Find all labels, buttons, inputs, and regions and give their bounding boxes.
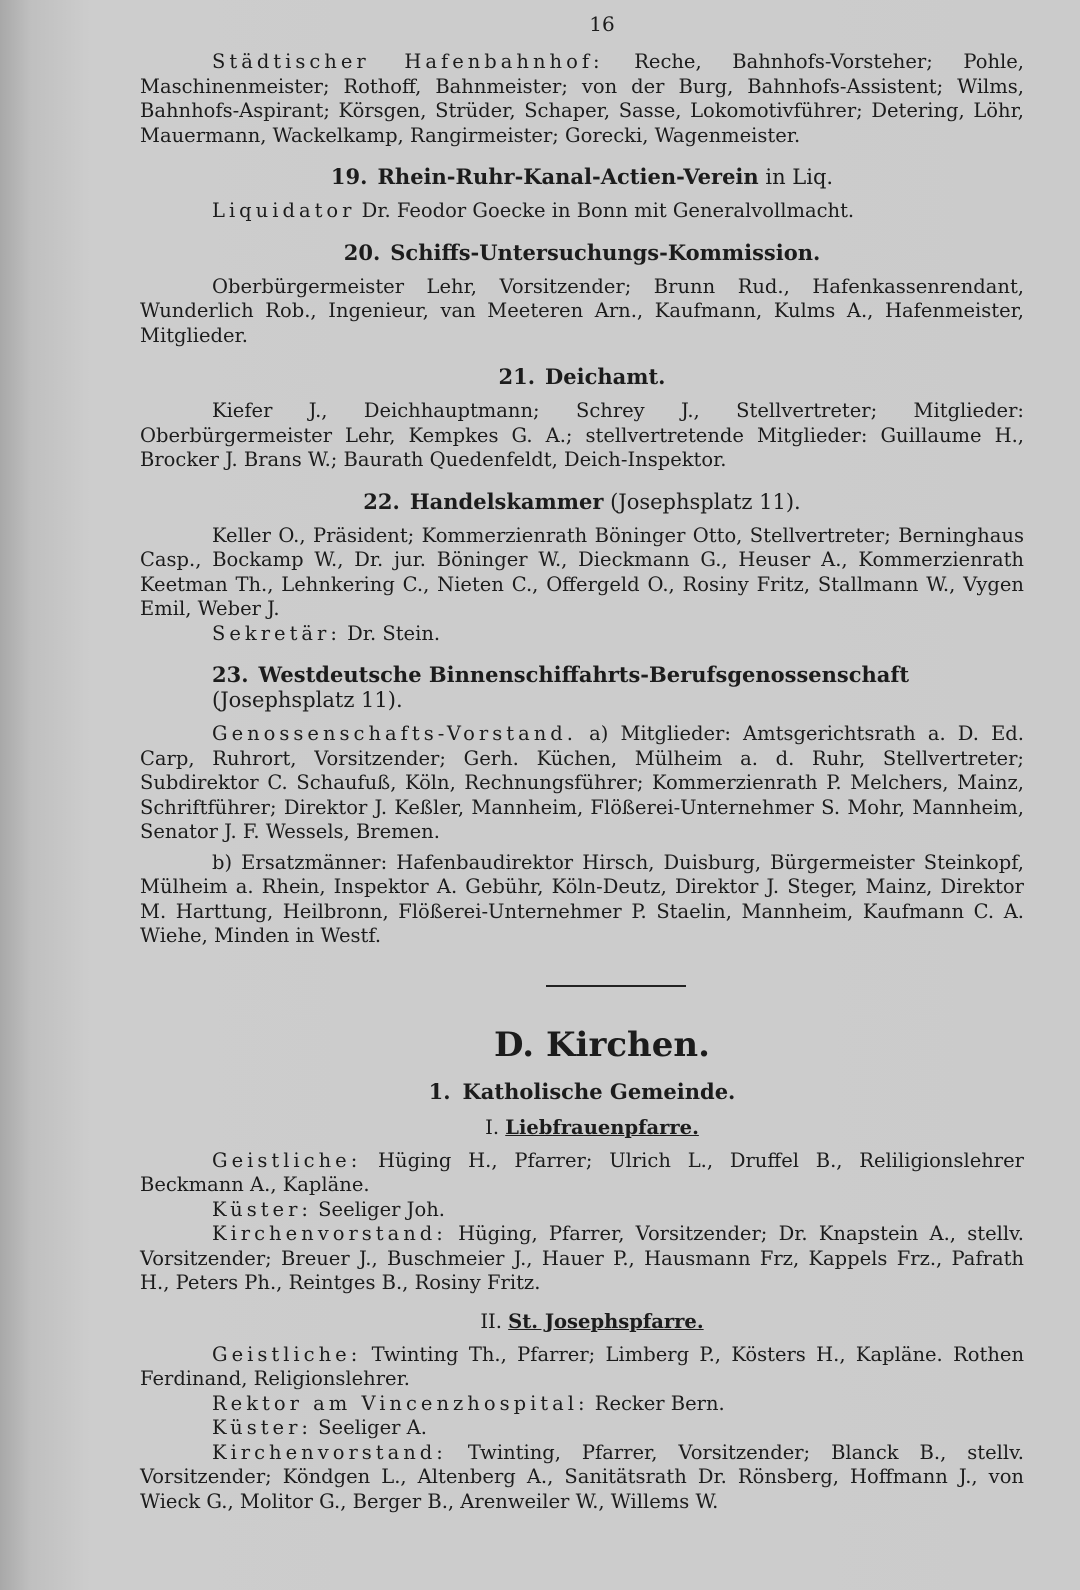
section-22-heading [140,489,1024,514]
parish-1-sexton-text: Seeliger Joh. [311,1197,445,1221]
catholic-community-heading [140,1079,1024,1104]
parish-1-sexton-label: Küster: [212,1197,312,1221]
liquidator-text: Dr. Feodor Goecke in Bonn mit Generalvollmacht. [355,199,855,222]
secretary-label: Sekretär: [212,621,341,645]
section-21-title: Deichamt. [545,364,666,389]
hafenbahnhof-label: Städtischer Hafenbahnhof: [212,50,604,73]
section-23-heading [140,662,1024,712]
parish-1-clergy-label: Geistliche: [212,1148,362,1172]
secretary-text: Dr. Stein. [340,621,441,645]
section-22-title: Handelskammer [409,488,604,514]
members-text: a) Mitglieder: Amtsgerichtsrath a. D. Ed. Carp, Ruhrort, Vorsitzender; Gerh. Küchen, Mülheim a. d. Ruhr, Stellvertreter; Subdirektor C. Schaufuß, Köln, Rechnungsführer; Kommerzienrath P. Melchers, Mainz, Schriftführer; Direktor J. Keßler, Mannheim, Flößerei-Unternehmer S. Mohr, Mannheim, Senator J. F. Wessels, Bremen. [140,722,1024,843]
parish-1-board [140,1222,1024,1296]
section-19-title: Rhein-Ruhr-Kanal-Actien-Verein [377,164,759,189]
parish-2-board [140,1441,1024,1515]
parish-2-clergy-label: Geistliche: [212,1342,362,1366]
section-19-number: 19. [330,164,368,189]
section-21-number: 21. [498,364,536,389]
section-20-number: 20. [343,239,381,265]
section-23-title: Westdeutsche Binnenschiffahrts-Berufsgenossenschaft [258,662,910,687]
section-22-suffix: (Josephsplatz 11). [603,489,801,514]
parish-1-sexton [140,1198,1024,1223]
section-20-heading [140,240,1024,265]
parish-1-clergy-text: Hüging H., Pfarrer; Ulrich L., Druffel B., Reliligionslehrer Beckmann A., Kapläne. [140,1148,1024,1196]
vorstand-label: Genossenschafts-Vorstand. [212,722,577,745]
liquidator-label: Liquidator [212,199,356,222]
parish-2-rector-text: Recker Bern. [588,1391,725,1415]
parish-1-board-label: Kirchenvorstand: [212,1222,447,1245]
secretary-line [140,622,1024,647]
hafenbahnhof-text: Reche, Bahnhofs-Vorsteher; Pohle, Maschinenmeister; Rothoff, Bahnmeister; von der Burg, Bahnhofs-Assistent; Wilms, Bahnhofs-Aspirant; Körsgen, Strüder, Schaper, Sasse, Lokomotivführer; Detering, Löhr, Mauermann, Wackelkamp, Rangirmeister; Gorecki, Wagenmeister. [140,50,1024,147]
section-19-text [140,199,1024,224]
parish-2-board-label: Kirchenvorstand: [212,1440,447,1464]
section-23-substitutes: b) Ersatzmänner: Hafenbaudirektor Hirsch, Duisburg, Bürgermeister Steinkopf, Mülheim a. Rhein, Inspektor A. Gebühr, Köln-Deutz, Direktor J. Steger, Mainz, Direktor M. Harttung, Heilbronn, Flößerei-Unternehmer P. Staelin, Mannheim, Kaufmann C. A. Wiehe, Minden in Westf. [140,850,1024,947]
section-21-heading [140,364,1024,389]
parish-1-name: Liebfrauenpfarre. [505,1115,699,1139]
section-23-members [140,722,1024,845]
section-22-number: 22. [363,488,400,514]
section-20-text: Oberbürgermeister Lehr, Vorsitzender; Brunn Rud., Hafenkassenrendant, Wunderlich Rob., Ingenieur, van Meeteren Arn., Kaufmann, Kulms A., Hafenmeister, Mitglieder. [140,274,1024,347]
parish-2-heading [140,1310,1024,1333]
section-20-title: Schiffs-Untersuchungs-Kommission. [390,239,821,265]
parish-1-number: I. [485,1115,500,1139]
parish-2-name: St. Josephspfarre. [508,1309,704,1333]
parish-2-sexton-text: Seeliger A. [311,1416,427,1439]
section-23-number: 23. [212,662,249,687]
parish-2-board-text: Twinting, Pfarrer, Vorsitzender; Blanck B., stellv. Vorsitzender; Köndgen L., Altenberg A., Sanitätsrath Dr. Rönsberg, Hoffmann J., von Wieck G., Molitor G., Berger B., Arenweiler W., Willems W. [140,1440,1024,1513]
parish-2-sexton-label: Küster: [212,1416,312,1439]
parish-2-clergy [140,1343,1024,1392]
page-number: 16 [589,12,615,36]
section-divider [546,985,686,987]
hafenbahnhof-paragraph [140,50,1024,148]
section-19-heading [140,164,1024,189]
parish-1-heading [140,1116,1024,1139]
parish-1-clergy [140,1149,1024,1198]
catholic-community-number: 1. [428,1078,451,1104]
parish-2-rector-label: Rektor am Vincenzhospital: [212,1391,589,1415]
parish-2-number: II. [480,1309,502,1333]
parish-2-sexton [140,1416,1024,1441]
section-19-suffix: in Liq. [758,165,834,189]
section-21-text: Kiefer J., Deichhauptmann; Schrey J., Stellvertreter; Mitglieder: Oberbürgermeister Lehr, Kempkes G. A.; stellvertretende Mitglieder: Guillaume H., Brocker J. Brans W.; Baurath Quedenfeldt, Deich-Inspektor. [140,399,1024,471]
parish-2-rector [140,1392,1024,1417]
catholic-community-title: Katholische Gemeinde. [462,1078,736,1104]
parish-1-board-text: Hüging, Pfarrer, Vorsitzender; Dr. Knapstein A., stellv. Vorsitzender; Breuer J., Buschmeier J., Hauer P., Hausmann Frz, Kappels Frz., Pafrath H., Peters Ph., Reintges B., Rosiny Fritz. [140,1222,1024,1294]
section-22-text: Keller O., Präsident; Kommerzienrath Böninger Otto, Stellvertreter; Berninghaus Casp., Bockamp W., Dr. jur. Böninger W., Dieckmann G., Heuser A., Kommerzienrath Keetman Th., Lehnkering C., Nieten C., Offergeld O., Rosiny Fritz, Stallmann W., Vygen Emil, Weber J. [140,523,1024,620]
section-23-suffix: (Josephsplatz 11). [212,688,403,712]
section-d-title: D. Kirchen. [494,1024,710,1065]
parish-2-clergy-text: Twinting Th., Pfarrer; Limberg P., Kösters H., Kapläne. Rothen Ferdinand, Religionslehrer. [140,1342,1024,1390]
